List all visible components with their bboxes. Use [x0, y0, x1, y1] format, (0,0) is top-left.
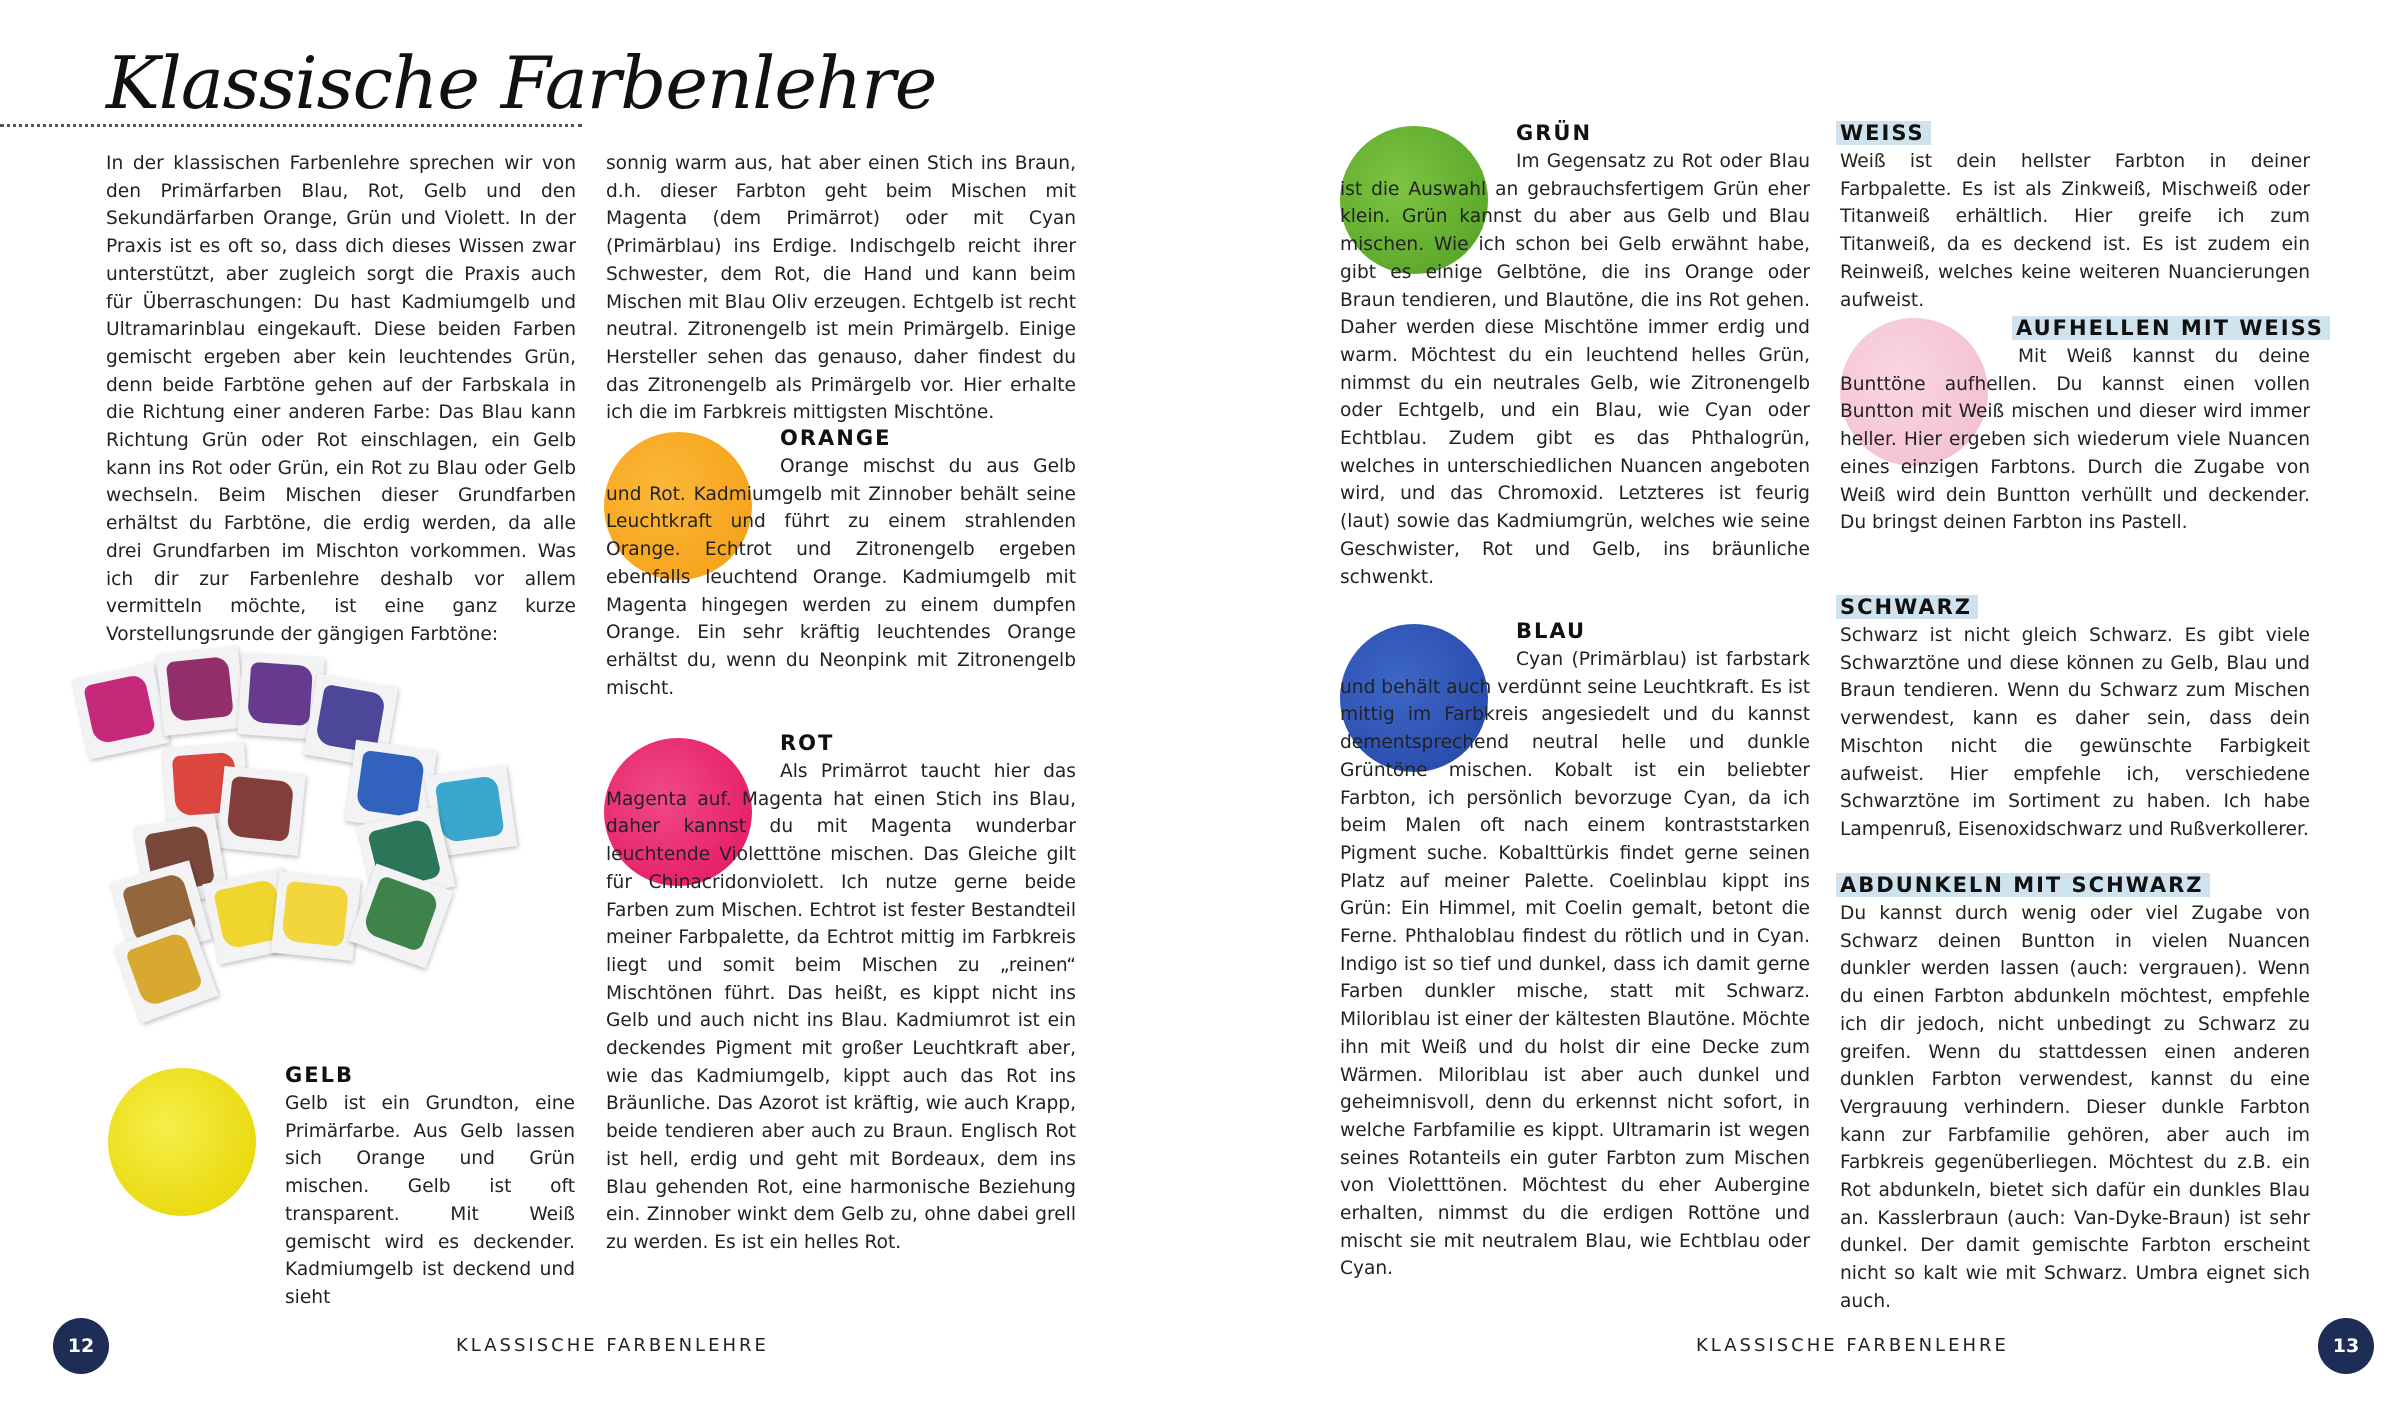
col2-paragraph: sonnig warm aus, hat aber einen Stich ins Braun, d.h. dieser Farbton geht beim Mischen mit Magenta (dem Primärrot) oder mit Cyan (Primärblau) ins Erdige. Indischgelb reicht ihrer Schwester, dem Rot, die Hand und kann beim Mischen mit Blau Oliv erzeugen. Echtgelb ist recht neutral. Zitronengelb ist mein Primärgelb. Einige Hersteller sehen das genauso, daher findest du das Zitronengelb als Primärgelb vor. Hier erhalte ich die im Farbkreis mittigsten Mischtöne.: [606, 153, 1076, 424]
schwarz-heading: SCHWARZ: [1836, 595, 1978, 619]
rot-paragraph: Als Primärrot taucht hier das Magenta auf. Magenta hat einen Stich ins Blau, daher kannst du mit Magenta wunderbar leuchtende Violetttöne mischen. Das Gleiche gilt für Chinacridonviolett. Ich nutze gerne beide Farben zum Mischen. Echtrot ist fester Bestandteil meiner Farbpalette, da Echtrot mittig im Farbkreis liegt und somit beim Mischen zu „reinen“ Mischtönen führt. Das heißt, es kippt nicht ins Gelb und auch nicht ins Blau. Kadmiumrot ist ein deckendes Pigment mit großer Leuchtkraft aber, wie das Kadmiumgelb, kippt auch das Rot ins Bräunliche. Das Azorot ist kräftig, wie auch Krapp, beide tendieren aber auch zu Braun. Englisch Rot ist hell, erdig und geht mit Bordeaux, dem ins Blau gehenden Rot, eine harmonische Beziehung ein. Zinnober winkt dem Gelb zu, ohne dabei grell zu werden. Es ist ein helles Rot.: [606, 761, 1076, 1253]
aufhellen-heading: AUFHELLEN MIT WEISS: [2012, 316, 2330, 340]
page-number: 12: [53, 1318, 109, 1374]
page-title: Klassische Farbenlehre: [106, 41, 937, 125]
blau-heading: BLAU: [1516, 619, 1587, 643]
gelb-swatch: [108, 1068, 256, 1216]
running-footer: KLASSISCHE FARBENLEHRE: [1696, 1335, 2009, 1356]
page-number: 13: [2318, 1318, 2374, 1374]
intro-paragraph: In der klassischen Farbenlehre sprechen wir von den Primärfarben Blau, Rot, Gelb und den Sekundärfarben Orange, Grün und Violett. In der Praxis ist es oft so, dass dich dieses Wissen zwar unterstützt, aber zugleich sorgt die Praxis auch für Überraschungen: Du hast Kadmiumgelb und Ultramarinblau eingekauft. Diese beiden Farben gemischt ergeben aber kein leuchtendes Grün, denn beide Farbtöne gehen auf der Farbskala in die Richtung einer anderen Farbe: Das Blau kann Richtung Grün oder Rot einschlagen, ein Gelb kann ins Rot oder Grün, ein Rot zu Blau oder Gelb wechseln. Beim Mischen dieser Grundfarben erhältst du Farbtöne, die erdig werden, da alle drei Grundfarben im Mischton vorkommen. Was ich dir zur Farbenlehre deshalb vor allem vermitteln möchte, ist eine ganz kurze Vorstellungsrunde der gängigen Farbtöne:: [106, 153, 576, 645]
aufhellen-paragraph: Mit Weiß kannst du deine Bunttöne aufhellen. Du kannst einen vollen Buntton mit Weiß mischen und dieser wird immer heller. Hier ergeben sich wiederum viele Nuancen eines einzigen Farbtons. Durch die Zugabe von Weiß wird dein Buntton verhüllt und deckender. Du bringst deinen Farbton ins Pastell.: [1840, 346, 2310, 534]
running-footer: KLASSISCHE FARBENLEHRE: [456, 1335, 769, 1356]
orange-heading: ORANGE: [780, 426, 892, 450]
paint-chips-image: [80, 650, 540, 1020]
gelb-heading: GELB: [285, 1063, 354, 1087]
gelb-paragraph: Gelb ist ein Grundton, eine Primärfarbe. Aus Gelb lassen sich Orange und Grün mischen. Gelb ist oft transparent. Mit Weiß gemischt wird es deckender. Kadmiumgelb ist deckend und sieht: [285, 1093, 575, 1308]
left-page: [0, 0, 1199, 1410]
weiss-heading: WEISS: [1836, 121, 1931, 145]
orange-paragraph: Orange mischst du aus Gelb und Rot. Kadmiumgelb mit Zinnober behält seine Leuchtkraft und führt zu einem strahlenden Orange. Echtrot und Zitronengelb ergeben ebenfalls leuchtend Orange. Kadmiumgelb mit Magenta hingegen werden zu einem dumpfen Orange. Ein sehr kräftig leuchtendes Orange erhältst du, wenn du Neonpink mit Zitronengelb mischt.: [606, 456, 1076, 699]
right-page: [1200, 0, 2399, 1410]
blau-paragraph: Cyan (Primärblau) ist farbstark und behält auch verdünnt seine Leuchtkraft. Es ist mittig im Farbkreis angesiedelt und du kannst dementsprechend neutral helle und dunkle Grüntöne mischen. Kobalt ist ein beliebter Farbton, ich persönlich bevorzuge Cyan, da ich beim Malen oft nach einem kontraststarken Pigment suche. Kobalttürkis findet gerne seinen Platz auf meiner Palette. Coelinblau kippt ins Grün: Ein Himmel, mit Coelin gemalt, betont die Ferne. Phthaloblau findest du rötlich und in Cyan. Indigo ist so tief und dunkel, dass ich damit gerne Farben dunkler mische, statt mit Schwarz. Miloriblau ist einer der kältesten Blautöne. Möchte ihn mit Weiß und du holst dir eine Decke zum Wärmen. Miloriblau ist aber auch dunkel und geheimnisvoll, denn du erkennst nicht sofort, in welche Farbfamilie es kippt. Ultramarin ist wegen seines Rotanteils ein guter Farbton zum Mischen von Violetttönen. Möchtest du eher Aubergine erhalten, nimmst du die erdigen Rottöne und mischt sie mit neutralem Blau, wie Echtblau oder Cyan.: [1340, 649, 1810, 1280]
title-dotted-rule: [0, 124, 582, 127]
abdunkeln-heading: ABDUNKELN MIT SCHWARZ: [1836, 873, 2210, 897]
gruen-heading: GRÜN: [1516, 121, 1593, 145]
abdunkeln-paragraph: Du kannst durch wenig oder viel Zugabe von Schwarz deinen Buntton in vielen Nuancen dunkler werden lassen (auch: vergrauen). Wenn du einen Farbton abdunkeln möchtest, empfehle ich dir jedoch, nicht unbedingt zu Schwarz zu greifen. Wenn du stattdessen einen anderen dunklen Farbton verwendest, kannst du eine Vergrauung verhindern. Dieser dunkle Farbton kann zur Farbfamilie gehören, aber auch im Farbkreis gegenüberliegen. Möchtest du z.B. ein Rot abdunkeln, bietet sich dafür ein dunkles Blau an. Kasslerbraun (auch: Van-Dyke-Braun) ist sehr dunkel. Der damit gemischte Farbton erscheint nicht so kalt wie mit Schwarz. Umbra eignet sich auch.: [1840, 903, 2310, 1312]
weiss-paragraph: Weiß ist dein hellster Farbton in deiner Farbpalette. Es ist als Zinkweiß, Mischweiß oder Titanweiß erhältlich. Hier greife ich zum Titanweiß, da es deckend ist. Es ist zudem ein Reinweiß, welches keine weiteren Nuancierungen aufweist.: [1840, 151, 2310, 311]
rot-heading: ROT: [780, 731, 835, 755]
schwarz-paragraph: Schwarz ist nicht gleich Schwarz. Es gibt viele Schwarztöne und diese können zu Gelb, Blau und Braun tendieren. Wenn du Schwarz zum Mischen verwendest, kann es daher sein, dass dein Mischton nicht die gewünschte Farbigkeit aufweist. Hier empfehle ich, verschiedene Schwarztöne im Sortiment zu haben. Ich habe Lampenruß, Eisenoxidschwarz und Rußverkollerer.: [1840, 625, 2310, 840]
gruen-paragraph: Im Gegensatz zu Rot oder Blau ist die Auswahl an gebrauchsfertigem Grün eher klein. Grün kannst du aber aus Gelb und Blau mischen. Wie ich schon bei Gelb erwähnt habe, gibt es einige Gelbtöne, die ins Orange oder Braun tendieren, und Blautöne, die ins Rot gehen. Daher werden diese Mischtöne immer erdig und warm. Möchtest du ein leuchtend helles Grün, nimmst du ein neutrales Gelb, wie Zitronengelb oder Echtgelb, und ein Blau, wie Cyan oder Echtblau. Zudem gibt es das Phthalogrün, welches in unterschiedlichen Nuancen angeboten wird, und das Chromoxid. Letzteres ist feurig (laut) sowie das Kadmiumgrün, welches wie seine Geschwister, Rot und Gelb, ins bräunliche schwenkt.: [1340, 151, 1810, 588]
